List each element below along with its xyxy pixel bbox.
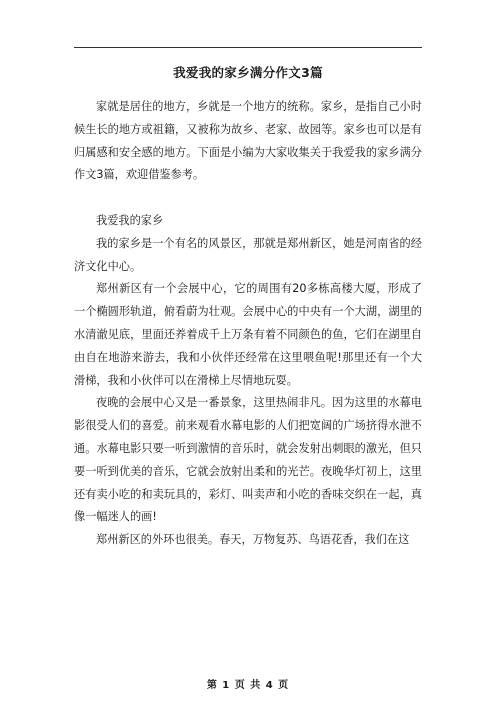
body-paragraph-3: 夜晚的会展中心又是一番景象，这里热闹非凡。因为这里的水幕电影很受人们的喜爱。前来观看水幕电影的人们把宽阔的广场挤得水泄不通。水幕电影只要一听到激情的音乐时，就会发射出刺眼的激光，但只要一听到优美的音乐，它就会放射出柔和的光芒。夜晚华灯初上，这里还有卖小吃的和卖玩具的，彩灯、叫卖声和小吃的香味交织在一起，真像一幅迷人的画! xyxy=(74,396,422,524)
essay-heading: 我爱我的家乡 xyxy=(96,213,164,227)
document-body xyxy=(74,96,422,552)
intro-paragraph: 家就是居住的地方，乡就是一个地方的统称。家乡，是指自己小时候生长的地方或祖籍，又被称为故乡、老家、故园等。家乡也可以是有归属感和安全感的地方。下面是小编为大家收集关于我爱我的家乡满分作文3篇，欢迎借鉴参考。 xyxy=(74,100,422,182)
header-rule xyxy=(74,47,422,48)
document-title: 我爱我的家乡满分作文3篇 xyxy=(173,65,323,80)
page-number: 第 1 页 共 4 页 xyxy=(206,680,290,691)
body-paragraph-2: 郑州新区有一个会展中心，它的周围有20多栋高楼大厦，形成了一个椭圆形轨道，俯看蔚为壮观。会展中心的中央有一个大湖，湖里的水清澈见底，里面还养着成千上万条有着不同颜色的鱼，它们在湖里自由自在地游来游去，我和小伙伴还经常在这里喂鱼呢!那里还有一个大滑梯，我和小伙伴可以在滑梯上尽情地玩耍。 xyxy=(74,282,422,387)
body-paragraph-4: 郑州新区的外环也很美。春天，万物复苏、鸟语花香，我们在这 xyxy=(96,533,410,547)
body-paragraph-1: 我的家乡是一个有名的风景区，那就是郑州新区，她是河南省的经济文化中心。 xyxy=(74,236,422,273)
